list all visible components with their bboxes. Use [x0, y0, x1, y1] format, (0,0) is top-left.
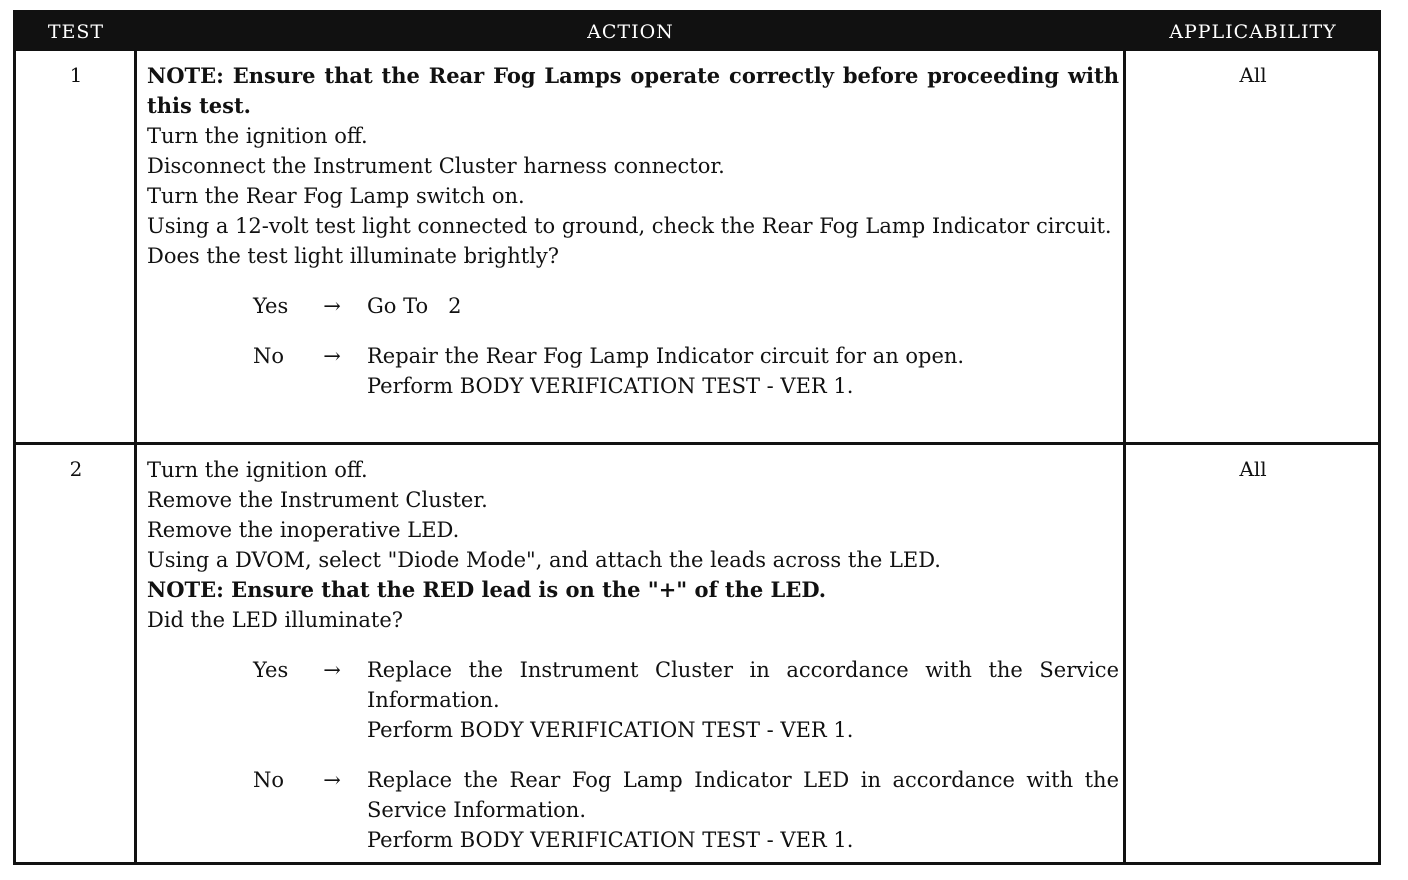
- action-line: Turn the Rear Fog Lamp switch on.: [147, 184, 525, 208]
- table-row: [16, 442, 1378, 868]
- question-line: Did the LED illuminate?: [147, 608, 403, 632]
- diagnostic-test-table: [13, 10, 1381, 865]
- action-cell: [147, 455, 1119, 855]
- yes-result: [147, 655, 1119, 745]
- question-line: Does the test light illuminate brightly?: [147, 244, 560, 268]
- no-label: No: [253, 344, 285, 368]
- no-label: No: [253, 768, 285, 792]
- action-line: Disconnect the Instrument Cluster harness connector.: [147, 154, 725, 178]
- yes-text: Go To 2: [367, 294, 462, 318]
- action-line: Using a 12-volt test light connected to ground, check the Rear Fog Lamp Indicator circuit.: [147, 214, 1112, 238]
- no-text: Replace the Rear Fog Lamp Indicator LED in accordance with the Service Information.: [367, 768, 1119, 822]
- no-text: Perform BODY VERIFICATION TEST - VER 1.: [367, 374, 854, 398]
- yes-label: Yes: [253, 658, 289, 682]
- test-number: 2: [69, 457, 83, 481]
- arrow-icon: →: [323, 658, 341, 682]
- no-text: Perform BODY VERIFICATION TEST - VER 1.: [367, 828, 854, 852]
- note-line: NOTE: Ensure that the RED lead is on the "+" of the LED.: [147, 577, 827, 602]
- applicability-value: All: [1239, 457, 1267, 481]
- test-number: 1: [69, 63, 83, 87]
- no-result: [147, 341, 1119, 401]
- header-test: TEST: [47, 21, 105, 43]
- yes-text: Replace the Instrument Cluster in accordance with the Service Information.: [367, 658, 1119, 712]
- yes-label: Yes: [253, 294, 289, 318]
- header-action: ACTION: [587, 21, 674, 43]
- action-cell: [147, 61, 1119, 401]
- arrow-icon: →: [323, 768, 341, 792]
- no-result: [147, 765, 1119, 855]
- yes-result: [147, 291, 1119, 321]
- action-line: Turn the ignition off.: [147, 458, 368, 482]
- yes-text: Perform BODY VERIFICATION TEST - VER 1.: [367, 718, 854, 742]
- table-header: [16, 13, 1378, 51]
- header-applicability: APPLICABILITY: [1169, 21, 1337, 43]
- arrow-icon: →: [323, 344, 341, 368]
- applicability-value: All: [1239, 63, 1267, 87]
- table-row: [16, 51, 1378, 442]
- note-line: NOTE: Ensure that the Rear Fog Lamps operate correctly before proceeding with this test.: [147, 63, 1119, 118]
- action-line: Turn the ignition off.: [147, 124, 368, 148]
- arrow-icon: →: [323, 294, 341, 318]
- no-text: Repair the Rear Fog Lamp Indicator circuit for an open.: [367, 344, 965, 368]
- action-line: Using a DVOM, select "Diode Mode", and attach the leads across the LED.: [147, 548, 941, 572]
- action-line: Remove the Instrument Cluster.: [147, 488, 488, 512]
- action-line: Remove the inoperative LED.: [147, 518, 460, 542]
